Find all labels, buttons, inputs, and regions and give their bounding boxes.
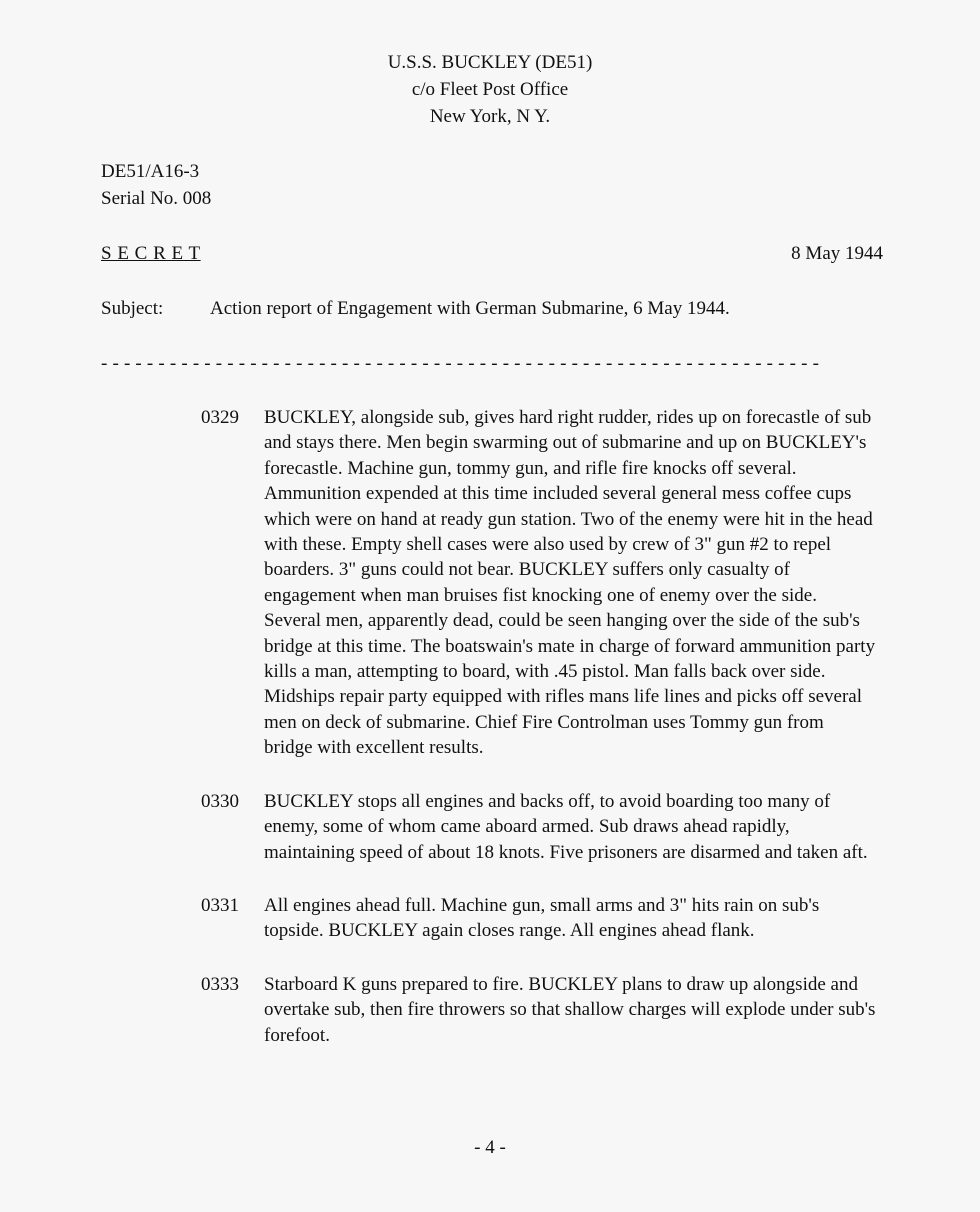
- subject-line: [101, 295, 730, 322]
- serial-number: Serial No. 008: [101, 188, 212, 209]
- file-reference: [101, 158, 211, 212]
- log-entry: [201, 789, 891, 865]
- log-entry: [201, 405, 891, 761]
- dashed-divider: - - - - - - - - - - - - - - - - - - - - - - - - - - - - - - - - - - - - - - - - - - - - - - - - - - - - - - - - - - - - - - -: [101, 353, 820, 374]
- page-number: - 4 -: [474, 1137, 506, 1158]
- log-entry: [201, 893, 891, 944]
- post-office-line: c/o Fleet Post Office: [411, 79, 569, 100]
- log-entry: [201, 972, 891, 1048]
- entry-text: BUCKLEY stops all engines and backs off, to avoid boarding too many of enemy, some of whom came aboard armed. Sub draws ahead rapidly, maintaining speed of about 18 knots. Five prisoners are disarmed and taken aft.: [264, 790, 868, 863]
- entry-time: 0333: [201, 973, 239, 995]
- report-date: 8 May 1944: [791, 243, 883, 264]
- file-code: DE51/A16-3: [101, 161, 200, 182]
- subject-text: Action report of Engagement with German Submarine, 6 May 1944.: [210, 298, 730, 319]
- classification-marking: S E C R E T: [101, 243, 201, 264]
- entry-time: 0329: [201, 407, 239, 428]
- ship-name: U.S.S. BUCKLEY (DE51): [387, 52, 593, 73]
- entry-time: 0331: [201, 894, 239, 916]
- letterhead: [0, 49, 980, 130]
- entry-text: All engines ahead full. Machine gun, small arms and 3" hits rain on sub's topside. BUCKLEY again closes range. All engines ahead flank.: [264, 894, 820, 942]
- city-line: New York, N Y.: [429, 106, 551, 127]
- log-entries: [201, 405, 891, 1076]
- entry-text: BUCKLEY, alongside sub, gives hard right rudder, rides up on forecastle of sub and stays there. Men begin swarming out of submarine and up on BUCKLEY's forecastle. Machine gun, tommy gun, and rifle fire knocks off several. Ammunition expended at this time included several general mess coffee cups which were on hand at ready gun station. Two of the enemy were hit in the head with these. Empty shell cases were also used by crew of 3" gun #2 to repel boarders. 3" guns could not bear. BUCKLEY suffers only casualty of engagement when man bruises fist knocking one of enemy over the side. Several men, apparently dead, could be seen hanging over the side of the sub's bridge at this time. The boatswain's mate in charge of forward ammunition party kills a man, attempting to board, with .45 pistol. Man falls back over side. Midships repair party equipped with rifles mans life lines and picks off several men on deck of submarine. Chief Fire Controlman uses Tommy gun from bridge with excellent results.: [264, 407, 876, 759]
- entry-time: 0330: [201, 790, 239, 812]
- entry-text: Starboard K guns prepared to fire. BUCKLEY plans to draw up alongside and overtake sub, then fire throwers so that shallow charges will explode under sub's forefoot.: [264, 973, 876, 1046]
- subject-label: Subject:: [101, 298, 164, 319]
